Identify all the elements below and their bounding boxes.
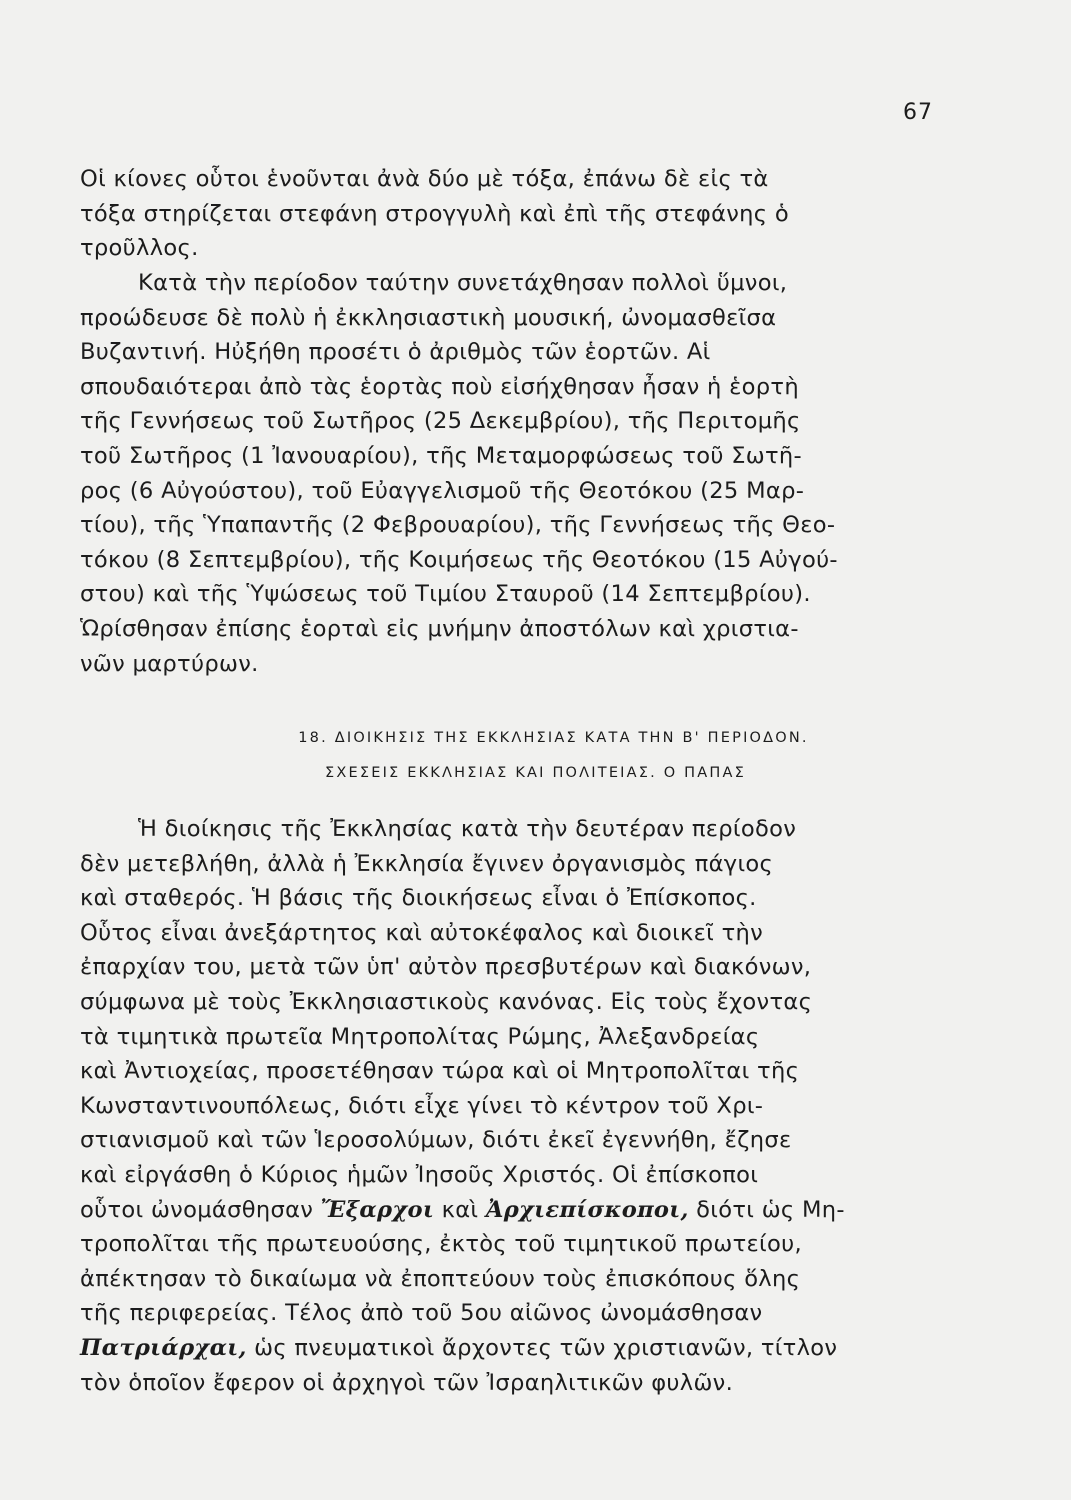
term-patriarchai: Πατριάρχαι,	[80, 1334, 247, 1361]
page-number: 67	[903, 100, 933, 125]
text-run: ὡς πνευματικοὶ ἄρχοντες τῶν χριστιανῶν, τίτλον	[246, 1334, 838, 1361]
text-line: ἐπαρχίαν του, μετὰ τῶν ὑπ' αὐτὸν πρεσβυτέρων καὶ διακόνων,	[80, 954, 812, 981]
text-line: Βυζαντινή. Ηὐξήθη προσέτι ὁ ἀριθμὸς τῶν ἑορτῶν. Αἱ	[80, 339, 711, 366]
paragraph-3	[80, 812, 940, 1400]
text-line: σπουδαιότεραι ἀπὸ τὰς ἑορτὰς ποὺ εἰσήχθησαν ἦσαν ἡ ἑορτὴ	[80, 373, 799, 400]
text-line: Ὡρίσθησαν ἐπίσης ἑορταὶ εἰς μνήμην ἀποστόλων καὶ χριστια-	[80, 615, 799, 642]
text-line: τῆς περιφερείας. Τέλος ἀπὸ τοῦ 5ου αἰῶνος ὠνομάσθησαν	[80, 1300, 763, 1327]
text-line: τροπολῖται τῆς πρωτευούσης, ἐκτὸς τοῦ τιμητικοῦ πρωτείου,	[80, 1231, 802, 1258]
text-line: δὲν μετεβλήθη, ἀλλὰ ἡ Ἐκκλησία ἔγινεν ὀργανισμὸς πάγιος	[80, 850, 774, 877]
text-line: ἀπέκτησαν τὸ δικαίωμα νὰ ἐποπτεύουν τοὺς ἐπισκόπους ὅλης	[80, 1265, 801, 1292]
text-line: στιανισμοῦ καὶ τῶν Ἱεροσολύμων, διότι ἐκεῖ ἐγεννήθη, ἔζησε	[80, 1127, 792, 1154]
text-line: καὶ εἰργάσθη ὁ Κύριος ἡμῶν Ἰησοῦς Χριστός. Οἱ ἐπίσκοποι	[80, 1161, 759, 1188]
term-archiepiskopoi: Ἀρχιεπίσκοποι,	[485, 1196, 689, 1223]
text-line: Οἱ κίονες οὗτοι ἑνοῦνται ἀνὰ δύο μὲ τόξα, ἐπάνω δὲ εἰς τὰ	[80, 166, 769, 192]
text-line: Ἡ διοίκησις τῆς Ἐκκλησίας κατὰ τὴν δευτέραν περίοδον	[138, 816, 797, 842]
text-line: τόξα στηρίζεται στεφάνη στρογγυλὴ καὶ ἐπὶ τῆς στεφάνης ὁ	[80, 200, 789, 227]
text-line: καὶ Ἀντιοχείας, προσετέθησαν τώρα καὶ οἱ Μητροπολῖται τῆς	[80, 1058, 800, 1085]
text-line: τοῦ Σωτῆρος (1 Ἰανουαρίου), τῆς Μεταμορφώσεως τοῦ Σωτῆ-	[80, 442, 803, 469]
text-line: Οὗτος εἶναι ἀνεξάρτητος καὶ αὐτοκέφαλος καὶ διοικεῖ τὴν	[80, 919, 764, 946]
section-heading-line-2: ΣΧΕΣΕΙΣ ΕΚΚΛΗΣΙΑΣ ΚΑΙ ΠΟΛΙΤΕΙΑΣ. Ο ΠΑΠΑΣ	[324, 765, 746, 781]
paragraph-1	[80, 162, 940, 266]
text-line: προώδευσε δὲ πολὺ ἡ ἐκκλησιαστικὴ μουσική, ὠνομασθεῖσα	[80, 304, 777, 331]
text-line: σύμφωνα μὲ τοὺς Ἐκκλησιαστικοὺς κανόνας. Εἰς τοὺς ἔχοντας	[80, 988, 813, 1015]
text-line	[80, 1193, 940, 1228]
text-run: διότι ὡς Μη-	[688, 1196, 845, 1223]
text-line: τὰ τιμητικὰ πρωτεῖα Μητροπολίτας Ρώμης, Ἀλεξανδρείας	[80, 1023, 760, 1050]
text-line: τροῦλλος.	[80, 235, 199, 262]
text-line: στου) καὶ τῆς Ὑψώσεως τοῦ Τιμίου Σταυροῦ (14 Σεπτεμβρίου).	[80, 581, 811, 608]
text-line: νῶν μαρτύρων.	[80, 650, 259, 677]
text-line: Κωνσταντινουπόλεως, διότι εἶχε γίνει τὸ κέντρον τοῦ Χρι-	[80, 1092, 764, 1119]
term-exarchoi: Ἔξαρχοι	[320, 1196, 435, 1223]
paragraph-2	[80, 266, 940, 681]
text-run: καὶ	[434, 1196, 486, 1223]
text-line: τῆς Γεννήσεως τοῦ Σωτῆρος (25 Δεκεμβρίου), τῆς Περιτομῆς	[80, 408, 801, 435]
text-line: τόκου (8 Σεπτεμβρίου), τῆς Κοιμήσεως τῆς Θεοτόκου (15 Αὐγού-	[80, 546, 838, 573]
text-line: τὸν ὁποῖον ἔφερον οἱ ἀρχηγοὶ τῶν Ἰσραηλιτικῶν φυλῶν.	[80, 1369, 734, 1396]
text-line	[80, 1331, 940, 1366]
section-heading-line-1: 18. ΔΙΟΙΚΗΣΙΣ ΤΗΣ ΕΚΚΛΗΣΙΑΣ ΚΑΤΑ ΤΗΝ Β' ΠΕΡΙΟΔΟΝ.	[298, 730, 809, 746]
text-line: Κατὰ τὴν περίοδον ταύτην συνετάχθησαν πολλοὶ ὕμνοι,	[138, 270, 788, 296]
text-line: τίου), τῆς Ὑπαπαντῆς (2 Φεβρουαρίου), τῆς Γεννήσεως τῆς Θεο-	[80, 512, 836, 539]
text-run: οὗτοι ὠνομάσθησαν	[80, 1196, 321, 1223]
text-line: καὶ σταθερός. Ἡ βάσις τῆς διοικήσεως εἶναι ὁ Ἐπίσκοπος.	[80, 885, 757, 912]
text-line: ρος (6 Αὐγούστου), τοῦ Εὐαγγελισμοῦ τῆς Θεοτόκου (25 Μαρ-	[80, 477, 805, 504]
